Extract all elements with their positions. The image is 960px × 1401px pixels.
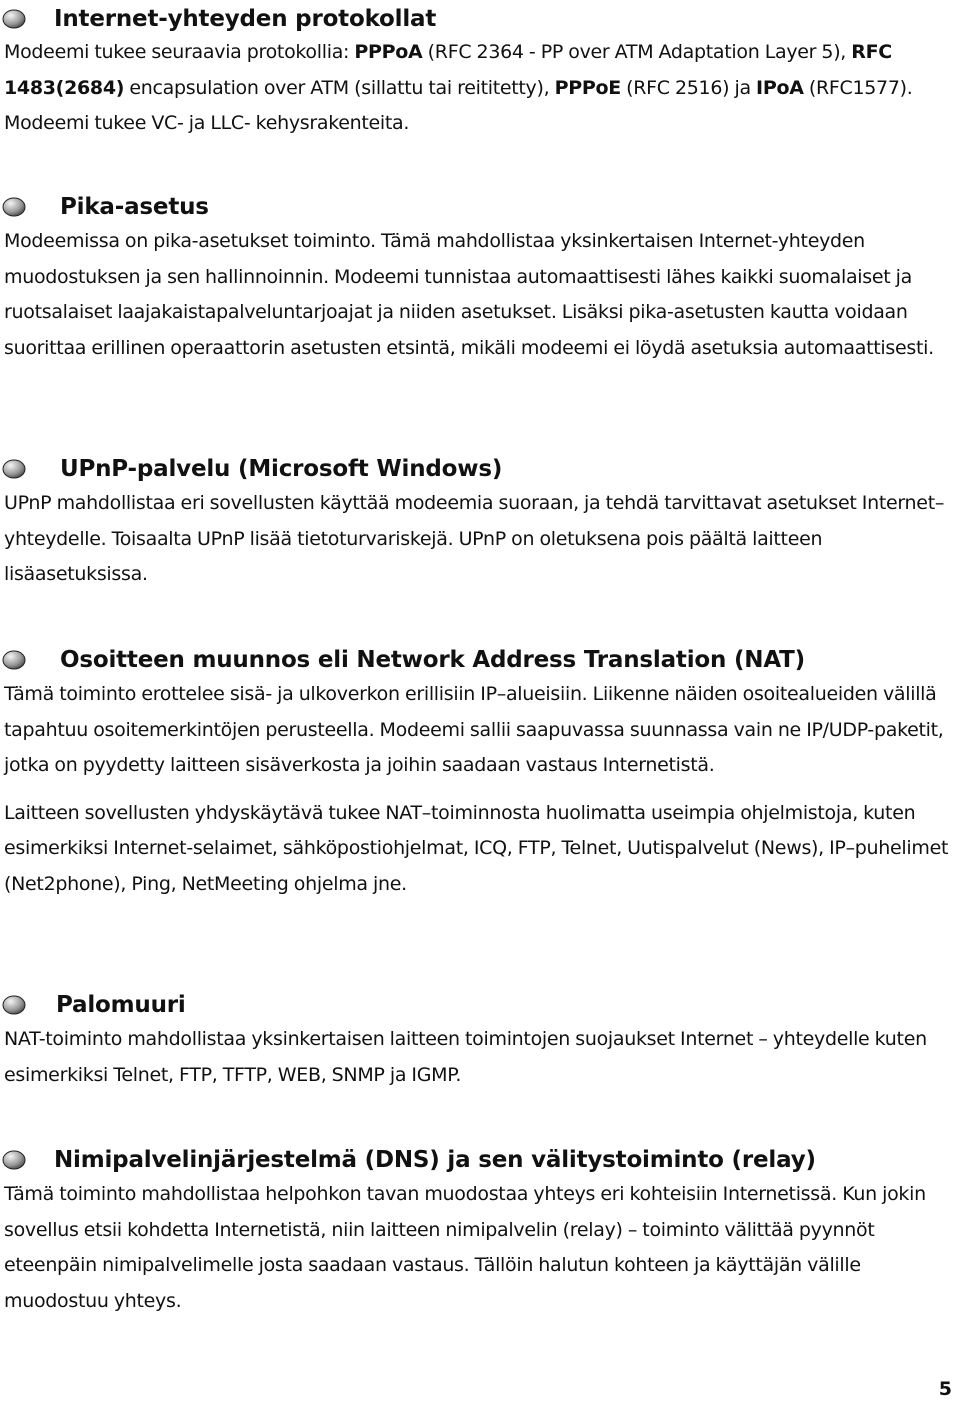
section-heading bbox=[0, 452, 958, 486]
section-nat bbox=[0, 643, 958, 902]
section-heading bbox=[0, 643, 958, 677]
section-heading bbox=[0, 2, 958, 36]
section-title: Internet-yhteyden protokollat bbox=[54, 6, 437, 32]
bullet-icon bbox=[2, 650, 26, 670]
paragraph: Modeemi tukee seuraavia protokollia: PPPoA (RFC 2364 - PP over ATM Adaptation Layer 5), RFC 1483(2684) encapsulation over ATM (sillattu tai reititetty), PPPoE (RFC 2516) ja IPoA (RFC1577). Modeemi tukee VC- ja LLC- kehysrakenteita. bbox=[4, 41, 913, 134]
paragraph: Modeemissa on pika-asetukset toiminto. Tämä mahdollistaa yksinkertaisen Internet-yhteyden muodostuksen ja sen hallinnoinnin. Modeemi tunnistaa automaattisesti lähes kaikki suomalaiset ja ruotsalaiset laajakaistapalveluntarjoajat ja niiden asetukset. Lisäksi pika-asetusten kautta voidaan suorittaa erillinen operaattorin asetusten etsintä, mikäli modeemi ei löydä asetuksia automaattisesti. bbox=[4, 230, 934, 359]
bullet-icon bbox=[2, 995, 26, 1015]
bullet-icon bbox=[2, 9, 26, 29]
page-number: 5 bbox=[938, 1378, 952, 1400]
section-title: Palomuuri bbox=[56, 992, 186, 1018]
paragraph: Tämä toiminto erottelee sisä- ja ulkoverkon erillisiin IP–alueisiin. Liikenne näiden osoitealueiden välillä tapahtuu osoitemerkintöjen perusteella. Modeemi sallii saapuvassa suunnassa vain ne IP/UDP-paketit, jotka on pyydetty laitteen sisäverkosta ja joihin saadaan vastaus Internetistä. bbox=[4, 683, 944, 776]
bullet-icon bbox=[2, 197, 26, 217]
section-title: Osoitteen muunnos eli Network Address Translation (NAT) bbox=[60, 647, 805, 673]
bullet-icon bbox=[2, 459, 26, 479]
section-internet-protocols bbox=[0, 2, 958, 142]
section-heading bbox=[0, 988, 958, 1022]
section-title: Nimipalvelinjärjestelmä (DNS) ja sen välitystoiminto (relay) bbox=[54, 1147, 816, 1173]
section-dns bbox=[0, 1143, 958, 1319]
section-heading bbox=[0, 190, 958, 224]
section-title: UPnP-palvelu (Microsoft Windows) bbox=[60, 456, 503, 482]
section-title: Pika-asetus bbox=[60, 194, 209, 220]
paragraph: UPnP mahdollistaa eri sovellusten käyttää modeemia suoraan, ja tehdä tarvittavat asetukset Internet–yhteydelle. Toisaalta UPnP lisää tietoturvariskejä. UPnP on oletuksena pois päältä laitteen lisäasetuksissa. bbox=[4, 492, 945, 585]
section-upnp bbox=[0, 452, 958, 593]
paragraph: Laitteen sovellusten yhdyskäytävä tukee NAT–toiminnosta huolimatta useimpia ohjelmistoja, kuten esimerkiksi Internet-selaimet, sähköpostiohjelmat, ICQ, FTP, Telnet, Uutispalvelut (News), IP–puhelimet (Net2phone), Ping, NetMeeting ohjelma jne. bbox=[4, 801, 949, 895]
paragraph: Tämä toiminto mahdollistaa helpohkon tavan muodostaa yhteys eri kohteisiin Internetissä. Kun jokin sovellus etsii kohdetta Internetistä, niin laitteen nimipalvelin (relay) – toiminto välittää pyynnöt eteenpäin nimipalvelimelle josta saadaan vastaus. Tällöin halutun kohteen ja käyttäjän välille muodostuu yhteys. bbox=[4, 1183, 926, 1312]
paragraph: NAT-toiminto mahdollistaa yksinkertaisen laitteen toimintojen suojaukset Internet – yhteydelle kuten esimerkiksi Telnet, FTP, TFTP, WEB, SNMP ja IGMP. bbox=[4, 1028, 927, 1086]
section-quick-setup bbox=[0, 190, 958, 366]
section-heading bbox=[0, 1143, 958, 1177]
section-firewall bbox=[0, 988, 958, 1093]
bullet-icon bbox=[2, 1150, 26, 1170]
